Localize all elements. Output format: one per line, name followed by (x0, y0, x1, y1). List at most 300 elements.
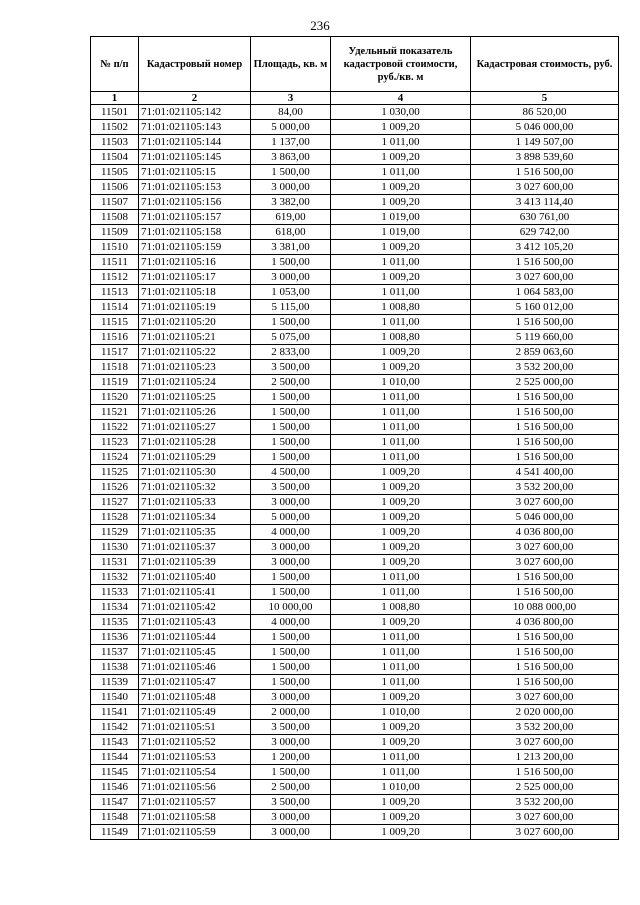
area-cell: 619,00 (251, 210, 331, 225)
area-cell: 618,00 (251, 225, 331, 240)
specific-value-cell: 1 009,20 (331, 525, 471, 540)
table-row (91, 540, 619, 555)
area-cell: 1 500,00 (251, 165, 331, 180)
column-number: 4 (331, 92, 471, 105)
area-cell: 3 000,00 (251, 495, 331, 510)
area-cell: 1 500,00 (251, 420, 331, 435)
area-cell: 1 500,00 (251, 435, 331, 450)
row-number-cell: 11532 (91, 570, 139, 585)
table-row (91, 645, 619, 660)
row-number-cell: 11526 (91, 480, 139, 495)
cadastral-value-cell: 2 859 063,60 (471, 345, 619, 360)
cadastral-value-cell: 5 046 000,00 (471, 120, 619, 135)
area-cell: 3 863,00 (251, 150, 331, 165)
cadastral-value-cell: 3 027 600,00 (471, 690, 619, 705)
table-body (91, 105, 619, 840)
table-row (91, 660, 619, 675)
table-row (91, 585, 619, 600)
table-row (91, 750, 619, 765)
specific-value-cell: 1 009,20 (331, 510, 471, 525)
specific-value-cell: 1 011,00 (331, 585, 471, 600)
area-cell: 1 500,00 (251, 570, 331, 585)
table-row (91, 630, 619, 645)
header-specific-value: Удельный показатель кадастровой стоимости, руб./кв. м (331, 37, 471, 92)
cadastral-value-cell: 86 520,00 (471, 105, 619, 120)
area-cell: 1 500,00 (251, 675, 331, 690)
specific-value-cell: 1 008,80 (331, 600, 471, 615)
row-number-cell: 11519 (91, 375, 139, 390)
specific-value-cell: 1 009,20 (331, 495, 471, 510)
area-cell: 1 500,00 (251, 315, 331, 330)
specific-value-cell: 1 008,80 (331, 330, 471, 345)
table-row (91, 255, 619, 270)
area-cell: 1 500,00 (251, 450, 331, 465)
cadastral-number-cell: 71:01:021105:19 (139, 300, 251, 315)
area-cell: 4 500,00 (251, 465, 331, 480)
cadastral-number-cell: 71:01:021105:15 (139, 165, 251, 180)
row-number-cell: 11502 (91, 120, 139, 135)
cadastral-value-cell: 629 742,00 (471, 225, 619, 240)
specific-value-cell: 1 009,20 (331, 795, 471, 810)
specific-value-cell: 1 011,00 (331, 285, 471, 300)
row-number-cell: 11546 (91, 780, 139, 795)
area-cell: 3 500,00 (251, 480, 331, 495)
header-area: Площадь, кв. м (251, 37, 331, 92)
cadastral-number-cell: 71:01:021105:21 (139, 330, 251, 345)
cadastral-number-cell: 71:01:021105:44 (139, 630, 251, 645)
specific-value-cell: 1 009,20 (331, 735, 471, 750)
area-cell: 2 833,00 (251, 345, 331, 360)
cadastral-value-cell: 1 516 500,00 (471, 315, 619, 330)
specific-value-cell: 1 009,20 (331, 480, 471, 495)
area-cell: 1 053,00 (251, 285, 331, 300)
cadastral-value-cell: 3 532 200,00 (471, 720, 619, 735)
specific-value-cell: 1 009,20 (331, 615, 471, 630)
row-number-cell: 11512 (91, 270, 139, 285)
table-row (91, 120, 619, 135)
cadastral-number-cell: 71:01:021105:26 (139, 405, 251, 420)
area-cell: 5 000,00 (251, 510, 331, 525)
table-row (91, 180, 619, 195)
table-row (91, 135, 619, 150)
row-number-cell: 11516 (91, 330, 139, 345)
area-cell: 1 500,00 (251, 660, 331, 675)
table-row (91, 105, 619, 120)
specific-value-cell: 1 010,00 (331, 705, 471, 720)
cadastral-number-cell: 71:01:021105:41 (139, 585, 251, 600)
area-cell: 3 000,00 (251, 825, 331, 840)
area-cell: 2 500,00 (251, 375, 331, 390)
area-cell: 3 382,00 (251, 195, 331, 210)
area-cell: 3 000,00 (251, 810, 331, 825)
table-row (91, 375, 619, 390)
row-number-cell: 11534 (91, 600, 139, 615)
cadastral-number-cell: 71:01:021105:145 (139, 150, 251, 165)
specific-value-cell: 1 009,20 (331, 240, 471, 255)
cadastral-value-cell: 630 761,00 (471, 210, 619, 225)
area-cell: 3 000,00 (251, 735, 331, 750)
specific-value-cell: 1 011,00 (331, 450, 471, 465)
table-row (91, 420, 619, 435)
table-row (91, 165, 619, 180)
row-number-cell: 11542 (91, 720, 139, 735)
row-number-cell: 11527 (91, 495, 139, 510)
table-row (91, 480, 619, 495)
row-number-cell: 11523 (91, 435, 139, 450)
cadastral-number-cell: 71:01:021105:43 (139, 615, 251, 630)
specific-value-cell: 1 030,00 (331, 105, 471, 120)
area-cell: 4 000,00 (251, 615, 331, 630)
cadastral-number-cell: 71:01:021105:57 (139, 795, 251, 810)
area-cell: 1 500,00 (251, 405, 331, 420)
specific-value-cell: 1 010,00 (331, 375, 471, 390)
row-number-cell: 11543 (91, 735, 139, 750)
area-cell: 1 500,00 (251, 630, 331, 645)
cadastral-value-cell: 3 027 600,00 (471, 495, 619, 510)
cadastral-number-cell: 71:01:021105:40 (139, 570, 251, 585)
specific-value-cell: 1 010,00 (331, 780, 471, 795)
row-number-cell: 11533 (91, 585, 139, 600)
table-row (91, 765, 619, 780)
cadastral-value-cell: 1 516 500,00 (471, 660, 619, 675)
header-row-number: № п/п (91, 37, 139, 92)
specific-value-cell: 1 011,00 (331, 765, 471, 780)
specific-value-cell: 1 011,00 (331, 435, 471, 450)
row-number-cell: 11521 (91, 405, 139, 420)
cadastral-number-cell: 71:01:021105:29 (139, 450, 251, 465)
specific-value-cell: 1 011,00 (331, 315, 471, 330)
cadastral-number-cell: 71:01:021105:24 (139, 375, 251, 390)
cadastral-value-cell: 5 046 000,00 (471, 510, 619, 525)
row-number-cell: 11545 (91, 765, 139, 780)
table-row (91, 705, 619, 720)
area-cell: 1 200,00 (251, 750, 331, 765)
table-row (91, 210, 619, 225)
column-number: 3 (251, 92, 331, 105)
cadastral-value-cell: 1 149 507,00 (471, 135, 619, 150)
table-row (91, 810, 619, 825)
area-cell: 1 137,00 (251, 135, 331, 150)
specific-value-cell: 1 009,20 (331, 195, 471, 210)
table-row (91, 300, 619, 315)
table-row (91, 225, 619, 240)
table-row (91, 555, 619, 570)
row-number-cell: 11531 (91, 555, 139, 570)
row-number-cell: 11520 (91, 390, 139, 405)
cadastral-number-cell: 71:01:021105:158 (139, 225, 251, 240)
column-number: 2 (139, 92, 251, 105)
header-row (91, 37, 619, 92)
table-row (91, 825, 619, 840)
row-number-cell: 11544 (91, 750, 139, 765)
area-cell: 1 500,00 (251, 765, 331, 780)
cadastral-value-cell: 3 413 114,40 (471, 195, 619, 210)
specific-value-cell: 1 011,00 (331, 645, 471, 660)
cadastral-value-cell: 1 516 500,00 (471, 645, 619, 660)
row-number-cell: 11535 (91, 615, 139, 630)
cadastral-number-cell: 71:01:021105:42 (139, 600, 251, 615)
row-number-cell: 11506 (91, 180, 139, 195)
cadastral-value-cell: 1 516 500,00 (471, 390, 619, 405)
area-cell: 1 500,00 (251, 255, 331, 270)
specific-value-cell: 1 011,00 (331, 750, 471, 765)
area-cell: 3 000,00 (251, 540, 331, 555)
cadastral-value-cell: 5 160 012,00 (471, 300, 619, 315)
cadastral-value-cell: 1 516 500,00 (471, 675, 619, 690)
cadastral-number-cell: 71:01:021105:16 (139, 255, 251, 270)
row-number-cell: 11518 (91, 360, 139, 375)
specific-value-cell: 1 019,00 (331, 210, 471, 225)
area-cell: 3 500,00 (251, 360, 331, 375)
cadastral-value-cell: 1 516 500,00 (471, 450, 619, 465)
cadastral-number-cell: 71:01:021105:144 (139, 135, 251, 150)
specific-value-cell: 1 008,80 (331, 300, 471, 315)
cadastral-number-cell: 71:01:021105:23 (139, 360, 251, 375)
row-number-cell: 11517 (91, 345, 139, 360)
cadastral-number-cell: 71:01:021105:159 (139, 240, 251, 255)
row-number-cell: 11513 (91, 285, 139, 300)
cadastral-number-cell: 71:01:021105:18 (139, 285, 251, 300)
specific-value-cell: 1 011,00 (331, 390, 471, 405)
table-row (91, 795, 619, 810)
cadastral-value-cell: 1 516 500,00 (471, 570, 619, 585)
cadastral-value-cell: 4 036 800,00 (471, 525, 619, 540)
cadastral-value-cell: 5 119 660,00 (471, 330, 619, 345)
specific-value-cell: 1 009,20 (331, 345, 471, 360)
cadastral-number-cell: 71:01:021105:53 (139, 750, 251, 765)
row-number-cell: 11505 (91, 165, 139, 180)
cadastral-value-cell: 3 412 105,20 (471, 240, 619, 255)
table-row (91, 315, 619, 330)
cadastral-number-cell: 71:01:021105:34 (139, 510, 251, 525)
area-cell: 2 000,00 (251, 705, 331, 720)
cadastral-number-cell: 71:01:021105:46 (139, 660, 251, 675)
cadastral-value-cell: 4 036 800,00 (471, 615, 619, 630)
specific-value-cell: 1 009,20 (331, 180, 471, 195)
table-row (91, 675, 619, 690)
table-row (91, 780, 619, 795)
cadastral-value-table (90, 36, 619, 840)
table-row (91, 525, 619, 540)
row-number-cell: 11511 (91, 255, 139, 270)
area-cell: 3 381,00 (251, 240, 331, 255)
table-row (91, 495, 619, 510)
cadastral-value-cell: 3 027 600,00 (471, 810, 619, 825)
cadastral-number-cell: 71:01:021105:48 (139, 690, 251, 705)
table-row (91, 450, 619, 465)
cadastral-value-cell: 1 516 500,00 (471, 165, 619, 180)
cadastral-value-cell: 3 027 600,00 (471, 180, 619, 195)
row-number-cell: 11541 (91, 705, 139, 720)
cadastral-value-cell: 2 525 000,00 (471, 780, 619, 795)
area-cell: 5 115,00 (251, 300, 331, 315)
table-row (91, 150, 619, 165)
cadastral-number-cell: 71:01:021105:142 (139, 105, 251, 120)
cadastral-number-cell: 71:01:021105:143 (139, 120, 251, 135)
row-number-cell: 11503 (91, 135, 139, 150)
table-row (91, 285, 619, 300)
area-cell: 10 000,00 (251, 600, 331, 615)
cadastral-value-cell: 3 532 200,00 (471, 480, 619, 495)
cadastral-number-cell: 71:01:021105:30 (139, 465, 251, 480)
specific-value-cell: 1 009,20 (331, 465, 471, 480)
specific-value-cell: 1 009,20 (331, 360, 471, 375)
cadastral-value-cell: 3 027 600,00 (471, 735, 619, 750)
specific-value-cell: 1 009,20 (331, 270, 471, 285)
specific-value-cell: 1 009,20 (331, 720, 471, 735)
area-cell: 5 000,00 (251, 120, 331, 135)
area-cell: 3 000,00 (251, 690, 331, 705)
row-number-cell: 11510 (91, 240, 139, 255)
area-cell: 3 500,00 (251, 720, 331, 735)
cadastral-number-cell: 71:01:021105:157 (139, 210, 251, 225)
cadastral-value-cell: 1 516 500,00 (471, 585, 619, 600)
specific-value-cell: 1 009,20 (331, 150, 471, 165)
cadastral-value-cell: 3 027 600,00 (471, 825, 619, 840)
cadastral-value-cell: 2 525 000,00 (471, 375, 619, 390)
cadastral-value-cell: 3 532 200,00 (471, 795, 619, 810)
cadastral-number-cell: 71:01:021105:153 (139, 180, 251, 195)
cadastral-value-cell: 3 898 539,60 (471, 150, 619, 165)
specific-value-cell: 1 011,00 (331, 255, 471, 270)
cadastral-number-cell: 71:01:021105:47 (139, 675, 251, 690)
row-number-cell: 11540 (91, 690, 139, 705)
table-row (91, 240, 619, 255)
row-number-cell: 11524 (91, 450, 139, 465)
row-number-cell: 11547 (91, 795, 139, 810)
specific-value-cell: 1 009,20 (331, 810, 471, 825)
area-cell: 1 500,00 (251, 390, 331, 405)
table-row (91, 510, 619, 525)
cadastral-number-cell: 71:01:021105:20 (139, 315, 251, 330)
table-row (91, 360, 619, 375)
cadastral-number-cell: 71:01:021105:32 (139, 480, 251, 495)
specific-value-cell: 1 009,20 (331, 120, 471, 135)
table-row (91, 330, 619, 345)
cadastral-number-cell: 71:01:021105:39 (139, 555, 251, 570)
cadastral-value-cell: 3 027 600,00 (471, 555, 619, 570)
specific-value-cell: 1 011,00 (331, 570, 471, 585)
cadastral-value-cell: 1 516 500,00 (471, 255, 619, 270)
area-cell: 2 500,00 (251, 780, 331, 795)
specific-value-cell: 1 011,00 (331, 420, 471, 435)
row-number-cell: 11507 (91, 195, 139, 210)
table-row (91, 600, 619, 615)
table-row (91, 570, 619, 585)
specific-value-cell: 1 009,20 (331, 540, 471, 555)
row-number-cell: 11501 (91, 105, 139, 120)
table-row (91, 690, 619, 705)
header-cadastral-number: Кадастровый номер (139, 37, 251, 92)
row-number-cell: 11509 (91, 225, 139, 240)
table-row (91, 390, 619, 405)
row-number-cell: 11530 (91, 540, 139, 555)
specific-value-cell: 1 011,00 (331, 165, 471, 180)
row-number-cell: 11522 (91, 420, 139, 435)
cadastral-value-cell: 1 516 500,00 (471, 420, 619, 435)
cadastral-number-cell: 71:01:021105:27 (139, 420, 251, 435)
cadastral-value-cell: 1 213 200,00 (471, 750, 619, 765)
cadastral-number-cell: 71:01:021105:59 (139, 825, 251, 840)
header-cadastral-value: Кадастровая стоимость, руб. (471, 37, 619, 92)
row-number-cell: 11548 (91, 810, 139, 825)
cadastral-number-cell: 71:01:021105:51 (139, 720, 251, 735)
cadastral-value-cell: 3 027 600,00 (471, 540, 619, 555)
cadastral-number-cell: 71:01:021105:37 (139, 540, 251, 555)
cadastral-number-cell: 71:01:021105:33 (139, 495, 251, 510)
cadastral-value-cell: 10 088 000,00 (471, 600, 619, 615)
cadastral-number-cell: 71:01:021105:54 (139, 765, 251, 780)
cadastral-value-cell: 1 516 500,00 (471, 435, 619, 450)
specific-value-cell: 1 009,20 (331, 825, 471, 840)
area-cell: 5 075,00 (251, 330, 331, 345)
table-row (91, 195, 619, 210)
cadastral-number-cell: 71:01:021105:17 (139, 270, 251, 285)
cadastral-number-cell: 71:01:021105:58 (139, 810, 251, 825)
cadastral-value-cell: 3 532 200,00 (471, 360, 619, 375)
table-row (91, 615, 619, 630)
area-cell: 3 000,00 (251, 270, 331, 285)
row-number-cell: 11508 (91, 210, 139, 225)
row-number-cell: 11528 (91, 510, 139, 525)
cadastral-value-cell: 1 516 500,00 (471, 630, 619, 645)
cadastral-value-cell: 4 541 400,00 (471, 465, 619, 480)
table-row (91, 435, 619, 450)
table-row (91, 720, 619, 735)
column-number: 5 (471, 92, 619, 105)
cadastral-value-cell: 2 020 000,00 (471, 705, 619, 720)
cadastral-number-cell: 71:01:021105:49 (139, 705, 251, 720)
specific-value-cell: 1 011,00 (331, 405, 471, 420)
table-row (91, 345, 619, 360)
specific-value-cell: 1 011,00 (331, 660, 471, 675)
cadastral-number-cell: 71:01:021105:45 (139, 645, 251, 660)
row-number-cell: 11515 (91, 315, 139, 330)
row-number-cell: 11538 (91, 660, 139, 675)
row-number-cell: 11537 (91, 645, 139, 660)
area-cell: 3 000,00 (251, 180, 331, 195)
row-number-cell: 11514 (91, 300, 139, 315)
area-cell: 1 500,00 (251, 645, 331, 660)
cadastral-number-cell: 71:01:021105:52 (139, 735, 251, 750)
table-row (91, 405, 619, 420)
page-number: 236 (310, 18, 330, 33)
row-number-cell: 11504 (91, 150, 139, 165)
row-number-cell: 11529 (91, 525, 139, 540)
specific-value-cell: 1 019,00 (331, 225, 471, 240)
specific-value-cell: 1 011,00 (331, 630, 471, 645)
cadastral-number-cell: 71:01:021105:35 (139, 525, 251, 540)
specific-value-cell: 1 011,00 (331, 135, 471, 150)
cadastral-value-cell: 1 064 583,00 (471, 285, 619, 300)
specific-value-cell: 1 009,20 (331, 555, 471, 570)
table-row (91, 270, 619, 285)
area-cell: 1 500,00 (251, 585, 331, 600)
row-number-cell: 11549 (91, 825, 139, 840)
area-cell: 84,00 (251, 105, 331, 120)
row-number-cell: 11525 (91, 465, 139, 480)
table-row (91, 735, 619, 750)
cadastral-number-cell: 71:01:021105:28 (139, 435, 251, 450)
area-cell: 3 000,00 (251, 555, 331, 570)
cadastral-number-cell: 71:01:021105:156 (139, 195, 251, 210)
specific-value-cell: 1 011,00 (331, 675, 471, 690)
area-cell: 3 500,00 (251, 795, 331, 810)
cadastral-number-cell: 71:01:021105:22 (139, 345, 251, 360)
cadastral-number-cell: 71:01:021105:56 (139, 780, 251, 795)
column-number-row (91, 92, 619, 105)
column-number: 1 (91, 92, 139, 105)
